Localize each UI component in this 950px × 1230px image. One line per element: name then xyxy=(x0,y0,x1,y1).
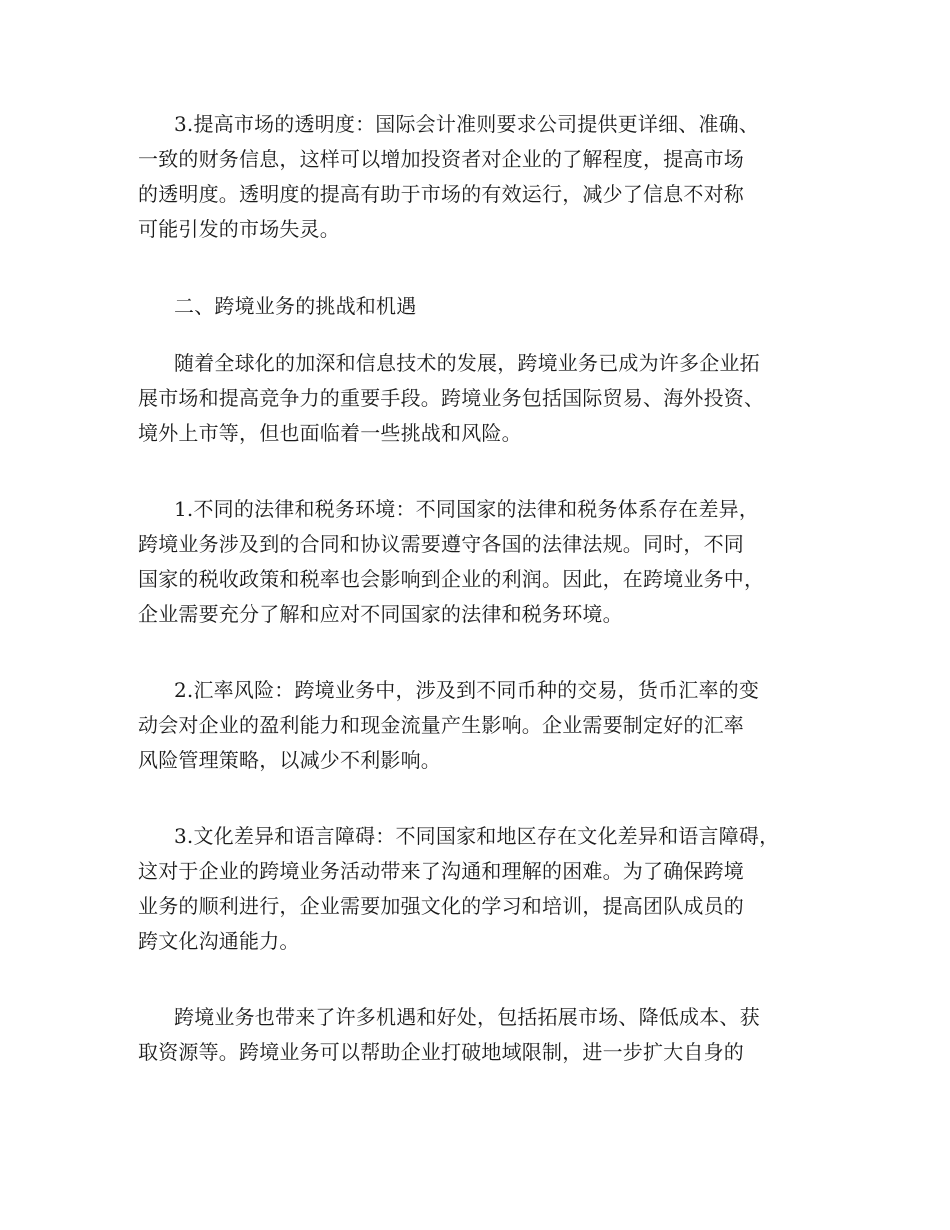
paragraph-market-transparency xyxy=(138,107,838,247)
text-line: 业务的顺利进行，企业需要加强文化的学习和培训，提高团队成员的 xyxy=(138,894,744,918)
text-line: 取资源等。跨境业务可以帮助企业打破地域限制，进一步扩大自身的 xyxy=(138,1040,744,1064)
text-line: 3.文化差异和语言障碍：不同国家和地区存在文化差异和语言障碍， xyxy=(174,824,780,848)
paragraph-opportunities xyxy=(138,1000,838,1070)
text-line: 2.汇率风险：跨境业务中，涉及到不同币种的交易，货币汇率的变 xyxy=(174,678,760,702)
text-line: 3.提高市场的透明度：国际会计准则要求公司提供更详细、准确、 xyxy=(174,112,760,136)
text-line: 一致的财务信息，这样可以增加投资者对企业的了解程度，提高市场 xyxy=(138,147,744,171)
paragraph-culture-language xyxy=(138,819,838,959)
text-line: 企业需要充分了解和应对不同国家的法律和税务环境。 xyxy=(138,602,623,626)
text-line: 的透明度。透明度的提高有助于市场的有效运行，减少了信息不对称 xyxy=(138,182,744,206)
text-line: 国家的税收政策和税率也会影响到企业的利润。因此，在跨境业务中， xyxy=(138,567,765,591)
text-line: 1.不同的法律和税务环境：不同国家的法律和税务体系存在差异， xyxy=(174,497,760,521)
paragraph-intro xyxy=(138,346,838,451)
paragraph-legal-tax xyxy=(138,492,838,632)
text-line: 跨文化沟通能力。 xyxy=(138,929,300,953)
text-line: 动会对企业的盈利能力和现金流量产生影响。企业需要制定好的汇率 xyxy=(138,713,744,737)
text-line: 可能引发的市场失灵。 xyxy=(138,217,340,241)
text-line: 随着全球化的加深和信息技术的发展，跨境业务已成为许多企业拓 xyxy=(174,351,760,375)
text-line: 跨境业务涉及到的合同和协议需要遵守各国的法律法规。同时，不同 xyxy=(138,532,744,556)
text-line: 展市场和提高竞争力的重要手段。跨境业务包括国际贸易、海外投资、 xyxy=(138,386,765,410)
section-heading xyxy=(138,289,838,324)
heading-text: 二、跨境业务的挑战和机遇 xyxy=(174,294,417,318)
text-line: 这对于企业的跨境业务活动带来了沟通和理解的困难。为了确保跨境 xyxy=(138,859,744,883)
text-line: 风险管理策略，以减少不利影响。 xyxy=(138,748,441,772)
text-line: 境外上市等，但也面临着一些挑战和风险。 xyxy=(138,421,522,445)
paragraph-exchange-rate xyxy=(138,673,838,778)
text-line: 跨境业务也带来了许多机遇和好处，包括拓展市场、降低成本、获 xyxy=(174,1005,760,1029)
